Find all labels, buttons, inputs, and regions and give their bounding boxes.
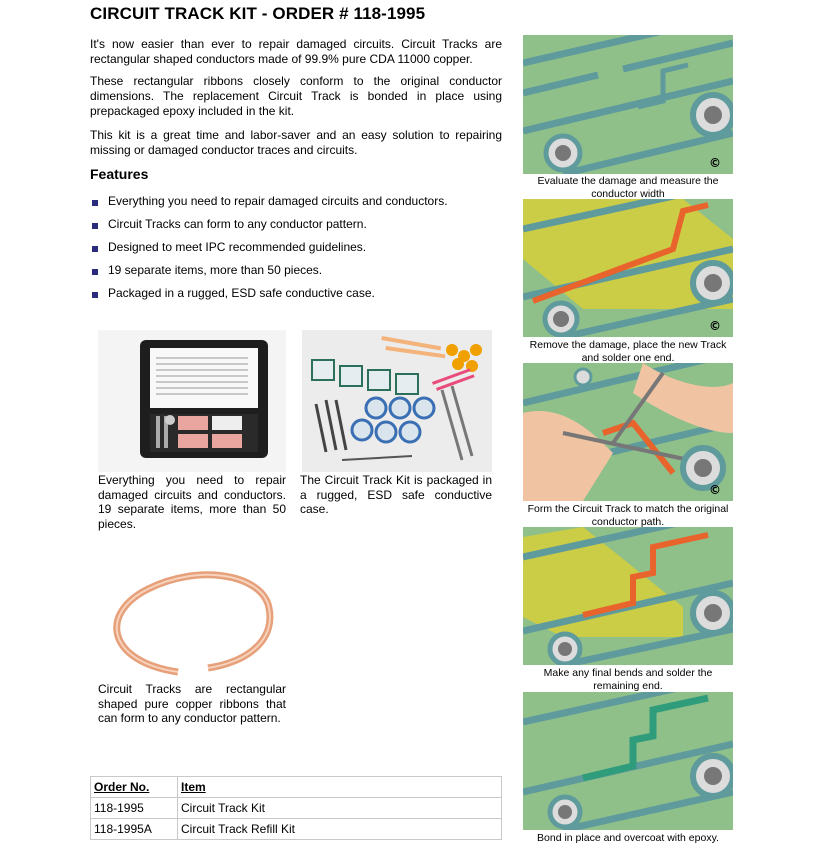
order-number-cell: 118-1995A	[91, 819, 178, 840]
feature-item: Designed to meet IPC recommended guidelines.	[90, 240, 448, 263]
step-3-caption: Form the Circuit Track to match the original conductor path.	[527, 503, 729, 528]
intro-paragraph-2: These rectangular ribbons closely conform to the original conductor dimensions. The replacement Circuit Track is bonded in place using prepackaged epoxy included in the kit.	[90, 74, 502, 118]
kit-contents-photo	[302, 330, 492, 472]
feature-item: Circuit Tracks can form to any conductor pattern.	[90, 217, 448, 240]
step-4-caption: Make any final bends and solder the remaining end.	[543, 667, 713, 692]
copyright-icon: ©	[709, 319, 721, 333]
table-row	[91, 819, 502, 840]
features-heading: Features	[90, 166, 149, 182]
table-header-item: Item	[178, 777, 502, 798]
feature-item: Everything you need to repair damaged circuits and conductors.	[90, 194, 448, 217]
table-header-order-no: Order No.	[91, 777, 178, 798]
copper-ribbon-photo	[98, 544, 282, 682]
bullet-icon	[92, 292, 98, 298]
item-cell: Circuit Track Kit	[178, 798, 502, 819]
table-row	[91, 798, 502, 819]
page-title: CIRCUIT TRACK KIT - ORDER # 118-1995	[90, 4, 426, 23]
item-cell: Circuit Track Refill Kit	[178, 819, 502, 840]
order-table	[90, 776, 502, 840]
bullet-icon	[92, 269, 98, 275]
step-4-image	[523, 527, 733, 665]
intro-paragraph-1: It's now easier than ever to repair damaged circuits. Circuit Tracks are rectangular shaped conductors made of 99.9% pure CDA 11000 copper.	[90, 37, 502, 66]
bullet-icon	[92, 200, 98, 206]
bullet-icon	[92, 246, 98, 252]
step-1-image	[523, 35, 733, 174]
step-5-image	[523, 692, 733, 830]
kit-case-caption: Everything you need to repair damaged circuits and conductors. 19 separate items, more than 50 pieces.	[98, 473, 286, 531]
intro-paragraph-3: This kit is a great time and labor-saver and an easy solution to repairing missing or damaged conductor traces and circuits.	[90, 128, 502, 157]
features-list	[90, 194, 448, 309]
step-5-caption: Bond in place and overcoat with epoxy.	[537, 832, 719, 844]
kit-case-photo	[98, 330, 286, 472]
step-2-caption: Remove the damage, place the new Track and solder one end.	[529, 339, 727, 364]
copper-ribbon-caption: Circuit Tracks are rectangular shaped pure copper ribbons that can form to any conductor pattern.	[98, 682, 286, 725]
kit-contents-caption: The Circuit Track Kit is packaged in a rugged, ESD safe conductive case.	[300, 473, 492, 516]
feature-item: Packaged in a rugged, ESD safe conductive case.	[90, 286, 448, 309]
step-3-image	[523, 363, 733, 501]
step-1-caption: Evaluate the damage and measure the conductor width	[537, 175, 719, 200]
step-2-image	[523, 199, 733, 337]
order-number-cell: 118-1995	[91, 798, 178, 819]
copyright-icon: ©	[709, 156, 721, 170]
feature-item: 19 separate items, more than 50 pieces.	[90, 263, 448, 286]
bullet-icon	[92, 223, 98, 229]
copyright-icon: ©	[709, 483, 721, 497]
table-header-row	[91, 777, 502, 798]
